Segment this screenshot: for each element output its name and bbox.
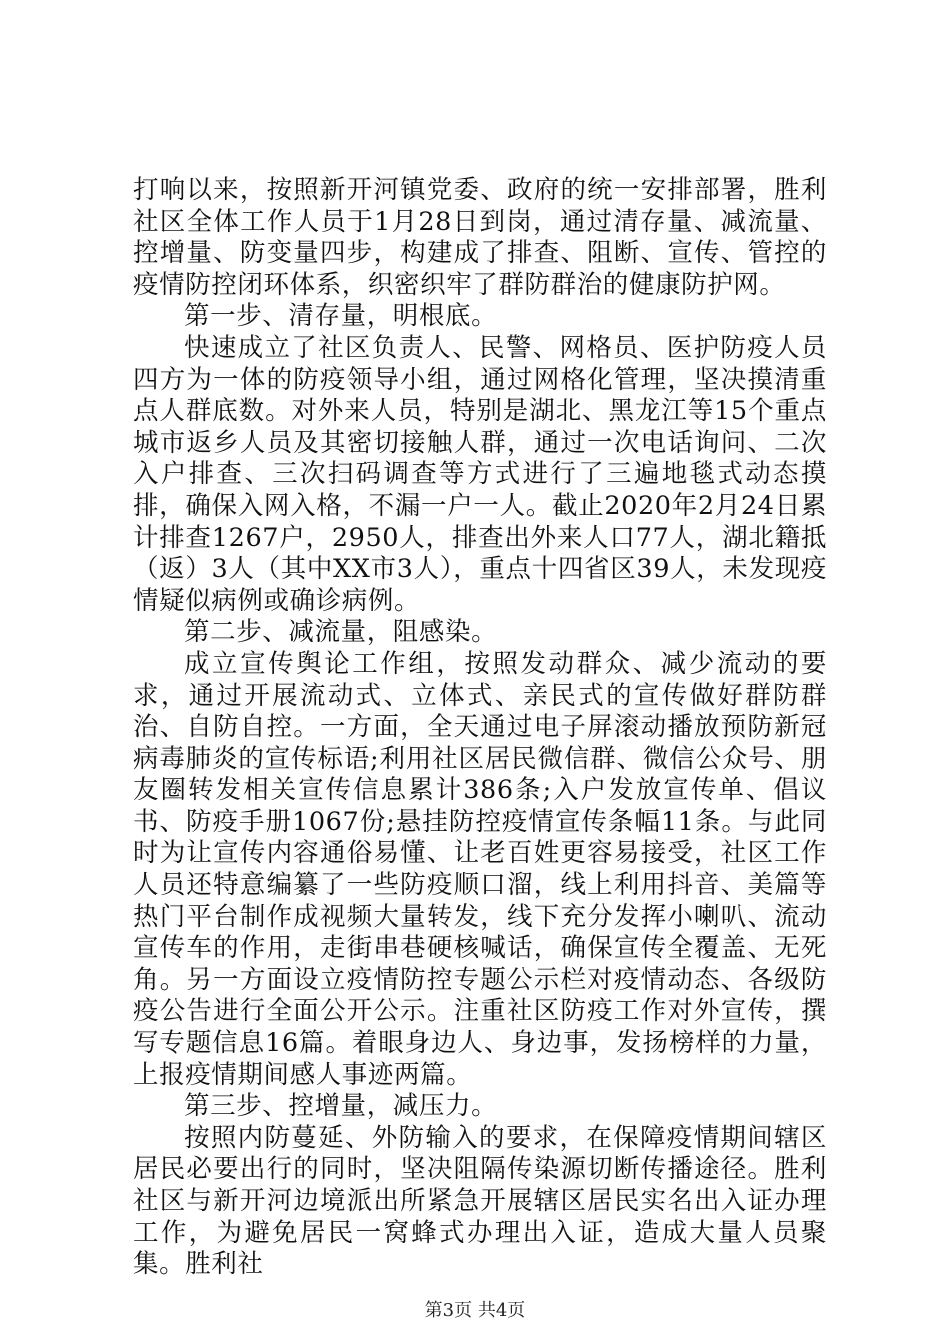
section-heading-step-1: 第一步、清存量，明根底。 — [184, 301, 498, 332]
section-heading-step-3: 第三步、控增量，减压力。 — [184, 1091, 498, 1122]
paragraph-step-2: 成立宣传舆论工作组，按照发动群众、减少流动的要求，通过开展流动式、立体式、亲民式的宣传做好群防群治、自防自控。一方面，全天通过电子屏滚动播放预防新冠病毒肺炎的宣传标语;利用社区居民微信群、微信公众号、朋友圈转发相关宣传信息累计386条;入户发放宣传单、倡议书、防疫手册1067份;悬挂防控疫情宣传条幅11条。与此同时为让宣传内容通俗易懂、让老百姓更容易接受，社区工作人员还特意编纂了一些防疫顺口溜，线上利用抖音、美篇等热门平台制作成视频大量转发，线下充分发挥小喇叭、流动宣传车的作用，走街串巷硬核喊话，确保宣传全覆盖、无死角。另一方面设立疫情防控专题公示栏对疫情动态、各级防疫公告进行全面公开公示。注重社区防疫工作对外宣传，撰写专题信息16篇。着眼身边人、身边事，发扬榜样的力量，上报疫情期间感人事迹两篇。 — [133, 648, 827, 1090]
section-heading-step-2: 第二步、减流量，阻感染。 — [184, 617, 498, 648]
paragraph-1: 打响以来，按照新开河镇党委、政府的统一安排部署，胜利社区全体工作人员于1月28日到岗，通过清存量、减流量、控增量、防变量四步，构建成了排查、阻断、宣传、管控的疫情防控闭环体系，织密织牢了群防群治的健康防护网。 — [133, 175, 827, 300]
paragraph-step-3: 按照内防蔓延、外防输入的要求，在保障疫情期间辖区居民必要出行的同时，坚决阻隔传染源切断传播途径。胜利社区与新开河边境派出所紧急开展辖区居民实名出入证办理工作，为避免居民一窝蜂式办理出入证，造成大量人员聚集。胜利社 — [133, 1122, 827, 1280]
page-number-footer: 第3页 共4页 — [424, 1300, 526, 1321]
paragraph-step-1: 快速成立了社区负责人、民警、网格员、医护防疫人员四方为一体的防疫领导小组，通过网格化管理，坚决摸清重点人群底数。对外来人员，特别是湖北、黑龙江等15个重点城市返乡人员及其密切接触人群，通过一次电话询问、二次入户排查、三次扫码调查等方式进行了三遍地毯式动态摸排，确保入网入格，不漏一户一人。截止2020年2月24日累计排查1267户，2950人，排查出外来人口77人，湖北籍抵（返）3人（其中XX市3人），重点十四省区39人，未发现疫情疑似病例或确诊病例。 — [133, 332, 827, 616]
document-body — [133, 175, 827, 1281]
